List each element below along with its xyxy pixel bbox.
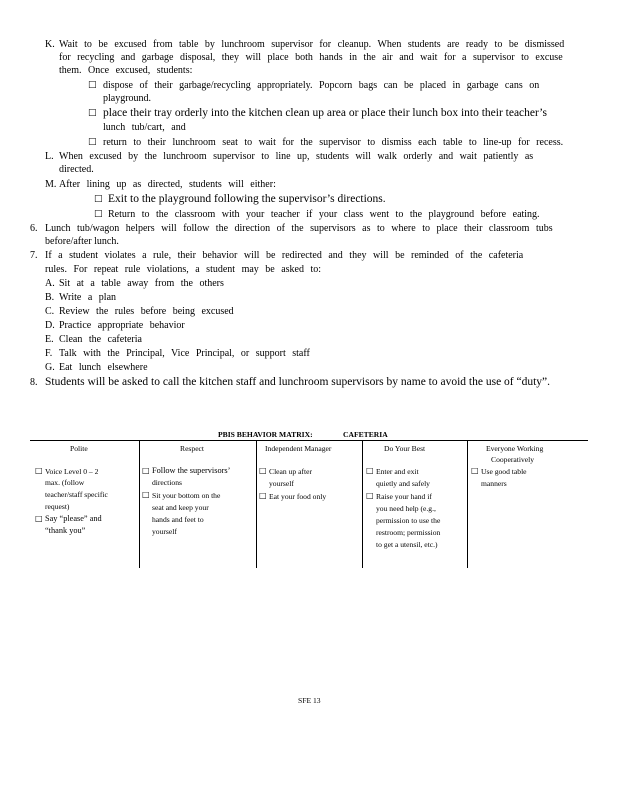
letter-text: Review the rules before being excused — [59, 306, 234, 317]
checkbox-icon: □ — [259, 466, 267, 475]
checkbox-icon: □ — [35, 466, 43, 475]
letter-marker: A. — [45, 278, 55, 289]
item-8-line: Students will be asked to call the kitchen staff and lunchroom supervisors by name to avoid the use of “duty”. — [45, 376, 551, 388]
bullet-text: Exit to the playground following the supervisor’s directions. — [108, 193, 386, 205]
item-7-line: If a student violates a rule, their behavior will be redirected and they will be reminded of the cafeteria — [45, 250, 524, 261]
item-k-marker: K. — [45, 39, 55, 50]
item-l-line: directed. — [59, 164, 94, 175]
item-7-marker: 7. — [30, 250, 38, 261]
item-6-line: Lunch tub/wagon helpers will follow the direction of the supervisors as to where to place their classroom tubs — [45, 223, 553, 234]
letter-marker: E. — [45, 334, 54, 345]
letter-marker: G. — [45, 362, 55, 373]
column-header: Respect — [180, 444, 205, 453]
matrix-cell-text: yourself — [152, 527, 177, 536]
column-header: Polite — [70, 444, 88, 453]
bullet-text: lunch tub/cart, and — [103, 122, 186, 133]
matrix-cell-text: quietly and safely — [376, 479, 430, 488]
matrix-cell-text: to get a utensil, etc.) — [376, 540, 438, 549]
matrix-cell-text: permission to use the — [376, 516, 441, 525]
matrix-cell-text: Enter and exit — [376, 467, 419, 476]
page-footer: SFE 13 — [298, 696, 321, 705]
item-k-line: Wait to be excused from table by lunchroom supervisor for cleanup. When students are ready to be dismissed — [59, 39, 565, 50]
item-k-line: them. Once excused, students: — [59, 65, 193, 76]
checkbox-icon: □ — [142, 466, 150, 475]
letter-text: Write a plan — [59, 292, 117, 303]
letter-marker: D. — [45, 320, 55, 331]
letter-marker: C. — [45, 306, 55, 317]
matrix-cell-text: Use good table — [481, 467, 527, 476]
item-m-marker: M. — [45, 179, 57, 190]
checkbox-icon: □ — [35, 514, 43, 523]
item-l-marker: L. — [45, 151, 54, 162]
matrix-cell-text: Raise your hand if — [376, 492, 432, 501]
column-divider — [139, 440, 140, 568]
letter-text: Eat lunch elsewhere — [59, 362, 148, 373]
matrix-cell-text: seat and keep your — [152, 503, 209, 512]
checkbox-icon: □ — [88, 80, 97, 90]
matrix-cell-text: yourself — [269, 479, 294, 488]
matrix-cell-text: Follow the supervisors’ — [152, 466, 231, 475]
matrix-cell-text: Voice Level 0 – 2 — [45, 467, 99, 476]
matrix-cell-text: Eat your food only — [269, 492, 327, 501]
bullet-text: return to their lunchroom seat to wait for the supervisor to dismiss each table to line-up for recess. — [103, 137, 564, 148]
column-header: Independent Manager — [265, 444, 332, 453]
matrix-cell-text: teacher/staff specific — [45, 490, 108, 499]
checkbox-icon: □ — [366, 491, 374, 500]
matrix-cell-text: max. (follow — [45, 478, 85, 487]
item-m-line: After lining up as directed, students will either: — [59, 179, 276, 190]
bullet-text: place their tray orderly into the kitchen clean up area or place their lunch box into their teacher’s — [103, 107, 547, 119]
checkbox-icon: □ — [471, 466, 479, 475]
item-8-marker: 8. — [30, 377, 38, 388]
matrix-cell-text: “thank you” — [45, 526, 86, 535]
checkbox-icon: □ — [94, 194, 103, 204]
column-divider — [467, 440, 468, 568]
item-6-marker: 6. — [30, 223, 38, 234]
letter-text: Talk with the Principal, Vice Principal, or support staff — [59, 348, 310, 359]
item-k-line: for recycling and garbage disposal, they will place both hands in the air and wait for a supervisor to excuse — [59, 52, 563, 63]
letter-text: Practice appropriate behavior — [59, 320, 185, 331]
matrix-cell-text: Sit your bottom on the — [152, 491, 221, 500]
column-divider — [256, 440, 257, 568]
checkbox-icon: □ — [142, 490, 150, 499]
column-header: Do Your Best — [384, 444, 426, 453]
matrix-top-rule — [30, 440, 588, 441]
checkbox-icon: □ — [88, 108, 97, 118]
bullet-text: playground. — [103, 93, 152, 104]
bullet-text: Return to the classroom with your teacher if your class went to the playground before eating. — [108, 209, 540, 220]
matrix-cell-text: restroom; permission — [376, 528, 441, 537]
item-6-line: before/after lunch. — [45, 236, 119, 247]
column-divider — [362, 440, 363, 568]
column-header: Everyone Working — [486, 444, 544, 453]
column-header: Cooperatively — [491, 455, 535, 464]
letter-marker: B. — [45, 292, 55, 303]
matrix-title: PBIS BEHAVIOR MATRIX: — [218, 430, 313, 439]
matrix-cell-text: directions — [152, 478, 182, 487]
item-l-line: When excused by the lunchroom supervisor to line up, students will walk orderly and wait patiently as — [59, 151, 534, 162]
matrix-cell-text: Say “please” and — [45, 514, 102, 523]
matrix-title-location: CAFETERIA — [343, 430, 388, 439]
letter-text: Clean the cafeteria — [59, 334, 142, 345]
matrix-cell-text: hands and feet to — [152, 515, 204, 524]
checkbox-icon: □ — [366, 466, 374, 475]
checkbox-icon: □ — [94, 209, 103, 219]
letter-marker: F. — [45, 348, 53, 359]
matrix-cell-text: request) — [45, 502, 70, 511]
checkbox-icon: □ — [88, 137, 97, 147]
checkbox-icon: □ — [259, 491, 267, 500]
matrix-cell-text: manners — [481, 479, 507, 488]
matrix-cell-text: Clean up after — [269, 467, 313, 476]
bullet-text: dispose of their garbage/recycling appropriately. Popcorn bags can be placed in garbage cans on — [103, 80, 540, 91]
letter-text: Sit at a table away from the others — [59, 278, 224, 289]
item-7-line: rules. For repeat rule violations, a student may be asked to: — [45, 264, 322, 275]
matrix-cell-text: you need help (e.g., — [376, 504, 436, 513]
